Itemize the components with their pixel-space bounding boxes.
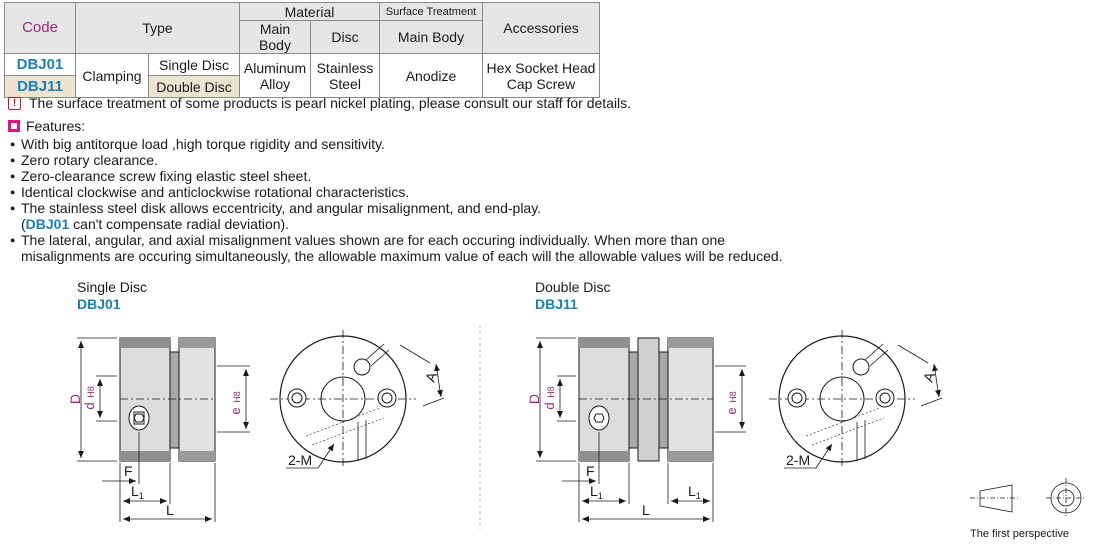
dim-M: 2-M <box>786 452 811 468</box>
dim-F: F <box>586 463 595 479</box>
dim-L1-sub: 1 <box>695 491 701 501</box>
dim-e: e <box>228 407 243 415</box>
code-dbj11: DBJ11 <box>5 76 76 98</box>
double-disc-side-view <box>536 338 746 522</box>
dim-L1 <box>688 483 701 501</box>
header-accessories: Accessories <box>483 3 600 54</box>
dim-d: d <box>542 402 557 410</box>
dim-d-h8: H8 <box>86 386 96 398</box>
dim-e-h8: H8 <box>232 391 242 403</box>
header-surface-main: Main Body <box>380 21 483 54</box>
feature-text: can't compensate radial deviation). <box>69 216 290 232</box>
double-disc-title: Double Disc <box>535 279 611 295</box>
dim-d: d <box>82 402 97 410</box>
feature-item: ● Identical clockwise and anticlockwise rotational characteristics. <box>10 184 783 200</box>
dim-L: L <box>166 502 174 518</box>
feature-code: DBJ01 <box>25 216 70 232</box>
dim-L1-letter: L <box>688 483 696 499</box>
feature-text: misalignments are occuring simultaneously, the allowable maximum value of each will the allowable values will be reduced. <box>21 248 783 264</box>
main-body-material: Aluminum Alloy <box>240 54 311 98</box>
feature-item: ● Zero-clearance screw fixing elastic steel sheet. <box>10 168 783 184</box>
dim-L1-letter: L <box>131 483 139 499</box>
subtype-double: Double Disc <box>149 76 240 98</box>
header-disc: Disc <box>311 21 380 54</box>
header-surface: Surface Treatment <box>380 3 483 21</box>
dim-L1-sub: 1 <box>138 491 144 501</box>
header-material: Material <box>240 3 380 21</box>
first-angle-projection-icon <box>970 478 1086 518</box>
dim-L1-letter: L <box>590 483 598 499</box>
single-disc-side-view <box>77 338 250 522</box>
dim-e: e <box>724 407 739 415</box>
dim-D: D <box>67 393 83 405</box>
header-code: Code <box>5 3 76 54</box>
features-title: Features: <box>26 118 86 134</box>
type-clamping: Clamping <box>76 54 149 98</box>
double-disc-end-view <box>769 330 942 468</box>
dim-e-h8: H8 <box>728 391 738 403</box>
feature-text: The lateral, angular, and axial misalignment values shown are for each occuring individually. When more than one <box>21 232 726 248</box>
subtype-single: Single Disc <box>149 54 240 76</box>
feature-item: ● With big antitorque load ,high torque rigidity and sensitivity. <box>10 136 783 152</box>
feature-item: ● The stainless steel disk allows eccentricity, and angular misalignment, and end-play. (DBJ01 can't compensate radial deviation). <box>10 200 783 232</box>
perspective-label: The first perspective <box>970 528 1070 540</box>
accessory: Hex Socket Head Cap Screw <box>483 54 600 98</box>
dim-d-h8: H8 <box>546 386 556 398</box>
dim-D: D <box>526 393 542 405</box>
double-disc-code: DBJ11 <box>535 296 578 312</box>
feature-text: The stainless steel disk allows eccentricity, and angular misalignment, and end-play. <box>21 200 542 216</box>
note-text: The surface treatment of some products is pearl nickel plating, please consult our staff for details. <box>29 95 632 111</box>
code-dbj01: DBJ01 <box>5 54 76 76</box>
dim-F: F <box>124 463 133 479</box>
dim-L1 <box>131 483 144 501</box>
dim-M: 2-M <box>288 452 313 468</box>
dim-L: L <box>642 502 650 518</box>
dim-A: A <box>421 369 441 385</box>
dim-A: A <box>919 369 939 385</box>
single-disc-title: Single Disc <box>77 279 148 295</box>
feature-item: ● Zero rotary clearance. <box>10 152 783 168</box>
single-disc-code: DBJ01 <box>77 296 121 312</box>
header-main-body: Main Body <box>240 21 311 54</box>
dim-L1 <box>590 483 603 501</box>
surface-treatment: Anodize <box>380 54 483 98</box>
header-type: Type <box>76 3 240 54</box>
disc-material: Stainless Steel <box>311 54 380 98</box>
warning-icon: ! <box>8 97 21 110</box>
single-disc-end-view <box>270 330 444 468</box>
dim-L1-sub: 1 <box>597 491 603 501</box>
